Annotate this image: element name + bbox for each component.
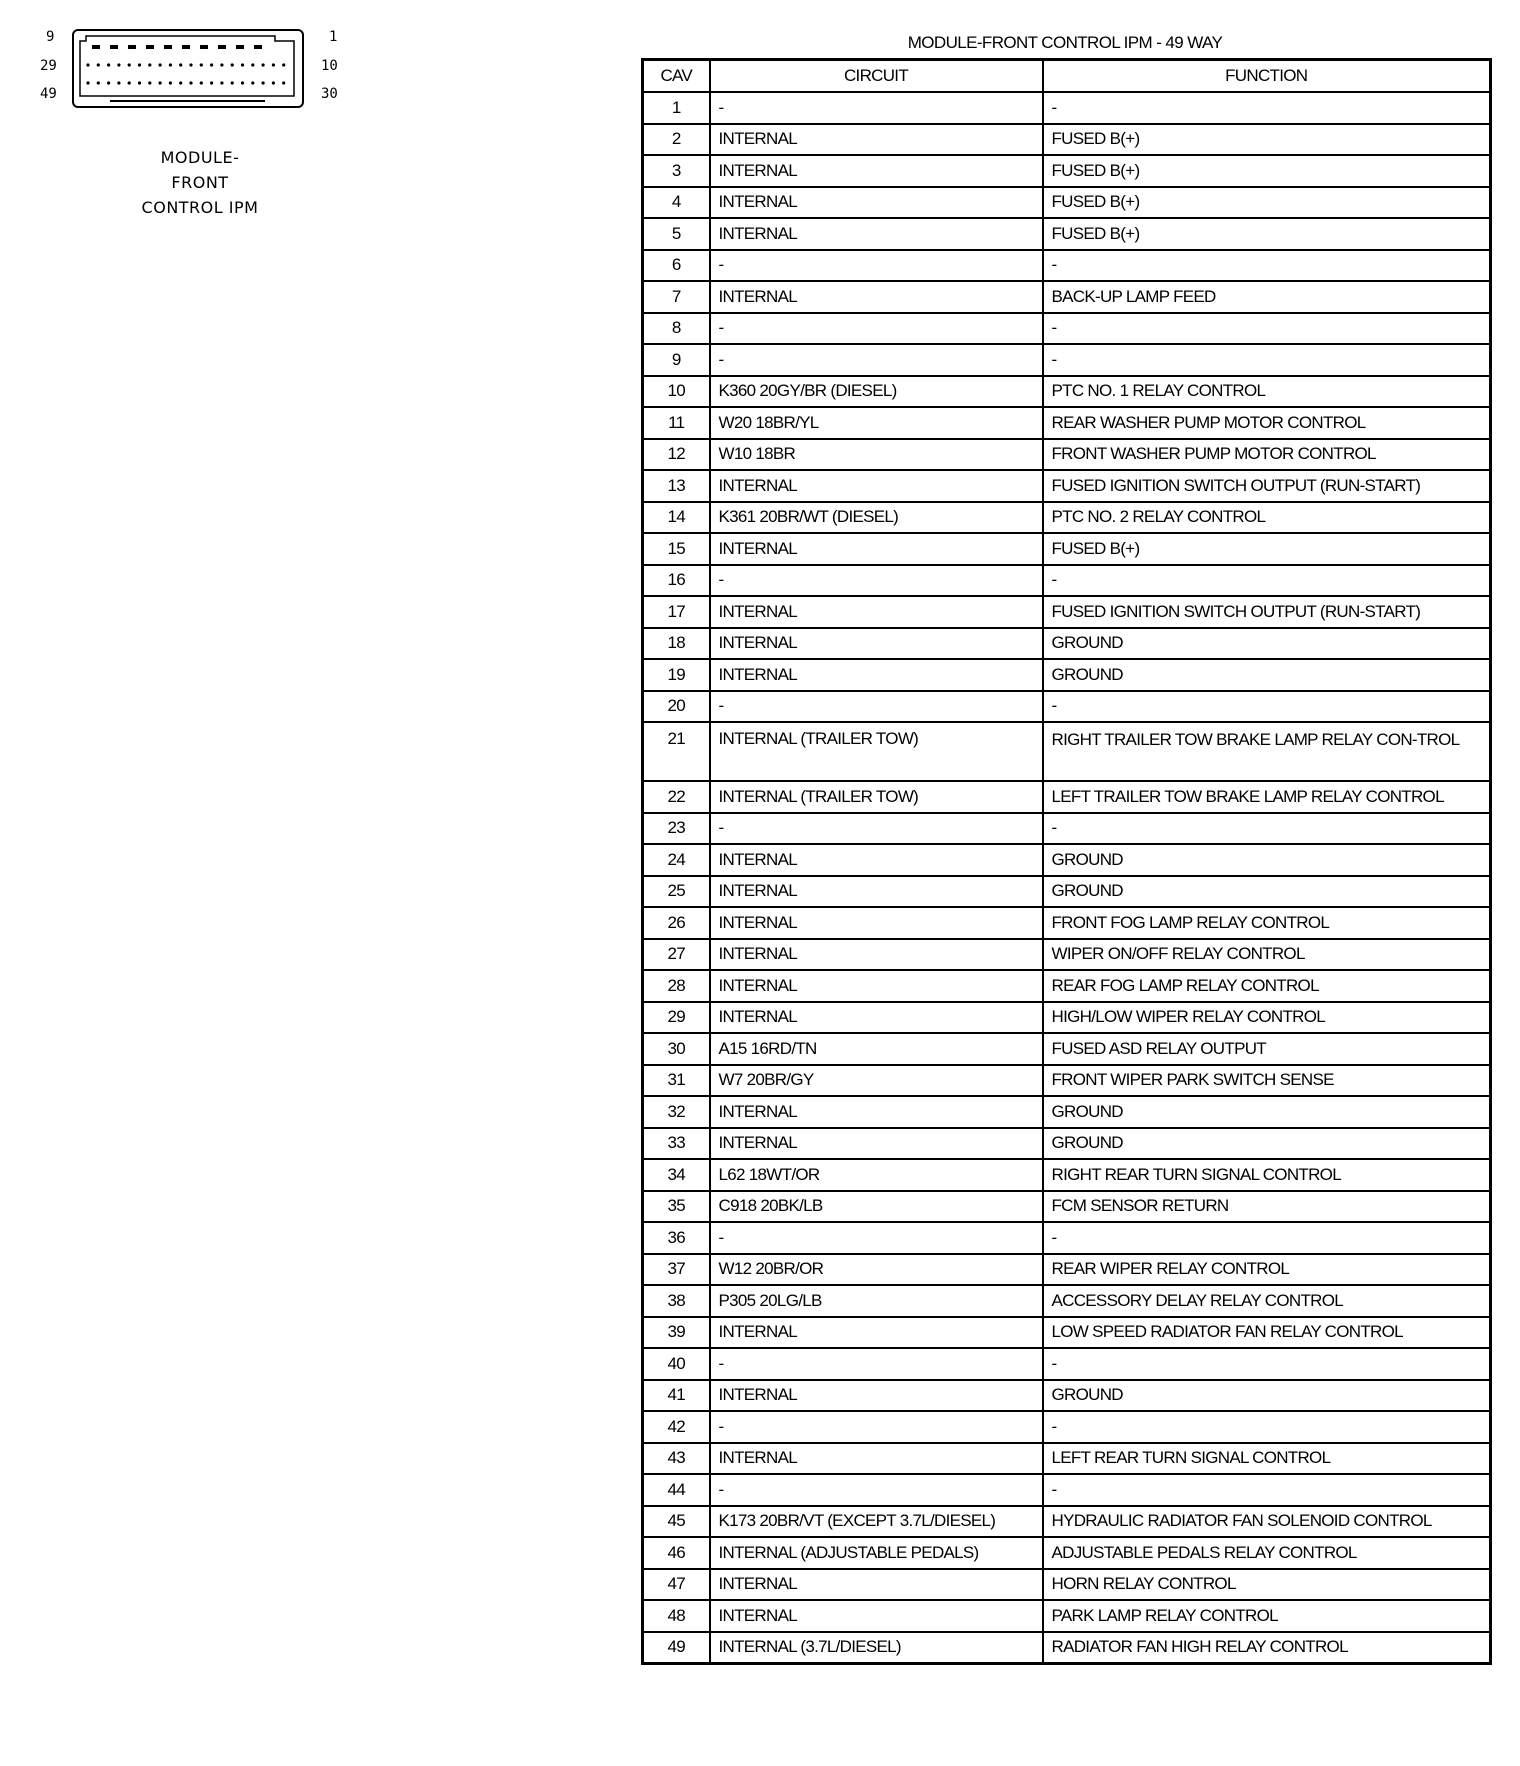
table-row — [643, 1033, 1491, 1065]
cell-function: - — [1043, 1348, 1491, 1380]
table-row — [643, 187, 1491, 219]
cell-function: FUSED B(+) — [1043, 124, 1491, 156]
cell-circuit: INTERNAL — [710, 1096, 1043, 1128]
cell-circuit: INTERNAL — [710, 218, 1043, 250]
cell-circuit: - — [710, 1222, 1043, 1254]
terminal-dot — [148, 81, 151, 84]
terminal-dot — [189, 81, 192, 84]
table-row — [643, 1285, 1491, 1317]
pin-label-9: 9 — [46, 29, 55, 45]
cell-circuit: INTERNAL — [710, 1443, 1043, 1475]
cell-cav: 20 — [643, 691, 710, 723]
cell-cav: 8 — [643, 313, 710, 345]
terminal-dot — [128, 81, 131, 84]
cell-circuit: INTERNAL — [710, 533, 1043, 565]
table-row — [643, 1222, 1491, 1254]
cell-cav: 35 — [643, 1191, 710, 1223]
cell-function: - — [1043, 1474, 1491, 1506]
cell-function: REAR WASHER PUMP MOTOR CONTROL — [1043, 407, 1491, 439]
cell-cav: 10 — [643, 376, 710, 408]
cell-cav: 18 — [643, 628, 710, 660]
cell-cav: 12 — [643, 439, 710, 471]
cell-circuit: - — [710, 1474, 1043, 1506]
table-row — [643, 218, 1491, 250]
cell-circuit: INTERNAL (TRAILER TOW) — [710, 722, 1043, 781]
terminal-dot — [159, 63, 162, 66]
cell-function: ACCESSORY DELAY RELAY CONTROL — [1043, 1285, 1491, 1317]
cell-circuit: W20 18BR/YL — [710, 407, 1043, 439]
cell-function: RIGHT TRAILER TOW BRAKE LAMP RELAY CON-TROL — [1043, 722, 1491, 781]
header-cav: CAV — [643, 60, 710, 93]
cell-cav: 43 — [643, 1443, 710, 1475]
module-name-line-2: FRONT — [171, 173, 229, 192]
terminal-dot — [138, 63, 141, 66]
table-row — [643, 1254, 1491, 1286]
table-row — [643, 565, 1491, 597]
terminal-dot — [262, 63, 265, 66]
table-header-row — [643, 60, 1491, 93]
cell-cav: 28 — [643, 970, 710, 1002]
cell-cav: 47 — [643, 1569, 710, 1601]
cell-function: FUSED B(+) — [1043, 187, 1491, 219]
cell-cav: 38 — [643, 1285, 710, 1317]
cell-cav: 16 — [643, 565, 710, 597]
table-row — [643, 781, 1491, 813]
cell-circuit: INTERNAL — [710, 1380, 1043, 1412]
terminal-dot — [241, 81, 244, 84]
cell-circuit: INTERNAL — [710, 1600, 1043, 1632]
cell-circuit: INTERNAL — [710, 939, 1043, 971]
table-row — [643, 1128, 1491, 1160]
cell-cav: 49 — [643, 1632, 710, 1664]
cell-cav: 32 — [643, 1096, 710, 1128]
terminal-dot — [107, 63, 110, 66]
table-row — [643, 439, 1491, 471]
table-title: MODULE-FRONT CONTROL IPM - 49 WAY — [907, 33, 1223, 52]
cell-cav: 41 — [643, 1380, 710, 1412]
cell-function: PTC NO. 1 RELAY CONTROL — [1043, 376, 1491, 408]
cell-circuit: INTERNAL — [710, 596, 1043, 628]
table-row — [643, 470, 1491, 502]
cell-circuit: - — [710, 1348, 1043, 1380]
cell-cav: 11 — [643, 407, 710, 439]
cell-cav: 40 — [643, 1348, 710, 1380]
table-row — [643, 1191, 1491, 1223]
terminal-dot — [179, 63, 182, 66]
table-row — [643, 722, 1491, 781]
terminal-dot — [282, 63, 285, 66]
cell-cav: 2 — [643, 124, 710, 156]
table-row — [643, 92, 1491, 124]
table-body — [643, 92, 1491, 1664]
module-name-line-3: CONTROL IPM — [141, 198, 259, 217]
cell-circuit: - — [710, 1411, 1043, 1443]
cell-function: - — [1043, 565, 1491, 597]
cell-function: REAR WIPER RELAY CONTROL — [1043, 1254, 1491, 1286]
cell-circuit: INTERNAL (3.7L/DIESEL) — [710, 1632, 1043, 1664]
cell-circuit: INTERNAL — [710, 155, 1043, 187]
table-row — [643, 533, 1491, 565]
cell-function: ADJUSTABLE PEDALS RELAY CONTROL — [1043, 1537, 1491, 1569]
cell-circuit: INTERNAL — [710, 187, 1043, 219]
cell-function: BACK-UP LAMP FEED — [1043, 281, 1491, 313]
cell-circuit: L62 18WT/OR — [710, 1159, 1043, 1191]
cell-circuit: INTERNAL — [710, 844, 1043, 876]
terminal-dot — [272, 81, 275, 84]
table-row — [643, 1443, 1491, 1475]
header-function: FUNCTION — [1043, 60, 1491, 93]
table-row — [643, 1159, 1491, 1191]
table-row — [643, 1380, 1491, 1412]
cell-cav: 42 — [643, 1411, 710, 1443]
table-row — [643, 1411, 1491, 1443]
cell-function: FCM SENSOR RETURN — [1043, 1191, 1491, 1223]
cell-cav: 3 — [643, 155, 710, 187]
cell-circuit: P305 20LG/LB — [710, 1285, 1043, 1317]
table-row — [643, 124, 1491, 156]
terminal-dot — [272, 63, 275, 66]
cell-circuit: K360 20GY/BR (DIESEL) — [710, 376, 1043, 408]
cell-cav: 46 — [643, 1537, 710, 1569]
table-row — [643, 813, 1491, 845]
table-row — [643, 1600, 1491, 1632]
cell-function: FRONT FOG LAMP RELAY CONTROL — [1043, 907, 1491, 939]
cell-cav: 1 — [643, 92, 710, 124]
cell-function: FUSED ASD RELAY OUTPUT — [1043, 1033, 1491, 1065]
cell-circuit: - — [710, 92, 1043, 124]
cell-cav: 15 — [643, 533, 710, 565]
terminal-dot — [107, 81, 110, 84]
terminal-dot — [220, 81, 223, 84]
cell-cav: 30 — [643, 1033, 710, 1065]
pin-label-10: 10 — [321, 58, 338, 74]
cell-function: WIPER ON/OFF RELAY CONTROL — [1043, 939, 1491, 971]
terminal-dot — [241, 63, 244, 66]
cell-cav: 48 — [643, 1600, 710, 1632]
cell-function: - — [1043, 1411, 1491, 1443]
terminal-dot — [179, 81, 182, 84]
cell-function: - — [1043, 691, 1491, 723]
table-row — [643, 691, 1491, 723]
cell-cav: 37 — [643, 1254, 710, 1286]
cell-function: FUSED B(+) — [1043, 533, 1491, 565]
cell-cav: 13 — [643, 470, 710, 502]
cell-circuit: K173 20BR/VT (EXCEPT 3.7L/DIESEL) — [710, 1506, 1043, 1538]
cell-function: GROUND — [1043, 1096, 1491, 1128]
terminal-dot — [117, 81, 120, 84]
cell-cav: 29 — [643, 1002, 710, 1034]
terminal-dot — [220, 63, 223, 66]
table-row — [643, 907, 1491, 939]
terminal-dot — [200, 81, 203, 84]
cell-circuit: INTERNAL — [710, 124, 1043, 156]
cell-cav: 21 — [643, 722, 710, 781]
cell-function: HIGH/LOW WIPER RELAY CONTROL — [1043, 1002, 1491, 1034]
cell-function: FRONT WIPER PARK SWITCH SENSE — [1043, 1065, 1491, 1097]
cell-function: FUSED IGNITION SWITCH OUTPUT (RUN-START) — [1043, 596, 1491, 628]
terminal-dot — [169, 63, 172, 66]
table-row — [643, 1506, 1491, 1538]
cell-function: GROUND — [1043, 628, 1491, 660]
cell-function: PTC NO. 2 RELAY CONTROL — [1043, 502, 1491, 534]
cell-cav: 24 — [643, 844, 710, 876]
cell-circuit: - — [710, 691, 1043, 723]
cell-circuit: A15 16RD/TN — [710, 1033, 1043, 1065]
cell-circuit: - — [710, 313, 1043, 345]
table-row — [643, 1348, 1491, 1380]
terminal-dot — [251, 81, 254, 84]
table-row — [643, 502, 1491, 534]
terminal-dot — [169, 81, 172, 84]
table-row — [643, 407, 1491, 439]
connector-face-drawing — [70, 27, 310, 113]
cell-circuit: INTERNAL — [710, 281, 1043, 313]
connector-figure — [30, 25, 350, 225]
cell-cav: 45 — [643, 1506, 710, 1538]
cell-cav: 7 — [643, 281, 710, 313]
terminal-dot — [200, 63, 203, 66]
cell-function: - — [1043, 1222, 1491, 1254]
cell-cav: 34 — [643, 1159, 710, 1191]
pin-label-29: 29 — [40, 58, 57, 74]
table-row — [643, 313, 1491, 345]
cell-function: FUSED B(+) — [1043, 155, 1491, 187]
cell-circuit: INTERNAL — [710, 1128, 1043, 1160]
cell-circuit: W10 18BR — [710, 439, 1043, 471]
terminal-dot — [128, 63, 131, 66]
cell-function: - — [1043, 313, 1491, 345]
cell-circuit: INTERNAL — [710, 470, 1043, 502]
cell-circuit: INTERNAL (TRAILER TOW) — [710, 781, 1043, 813]
pinout-table — [641, 58, 1492, 1665]
table-row — [643, 1474, 1491, 1506]
cell-function: - — [1043, 813, 1491, 845]
cell-cav: 19 — [643, 659, 710, 691]
cell-cav: 26 — [643, 907, 710, 939]
cell-circuit: - — [710, 565, 1043, 597]
cell-function: HYDRAULIC RADIATOR FAN SOLENOID CONTROL — [1043, 1506, 1491, 1538]
table-row — [643, 596, 1491, 628]
pin-label-30: 30 — [321, 86, 338, 102]
cell-function: LOW SPEED RADIATOR FAN RELAY CONTROL — [1043, 1317, 1491, 1349]
table-row — [643, 376, 1491, 408]
cell-function: FRONT WASHER PUMP MOTOR CONTROL — [1043, 439, 1491, 471]
cell-circuit: W7 20BR/GY — [710, 1065, 1043, 1097]
terminal-dot — [138, 81, 141, 84]
cell-function: FUSED B(+) — [1043, 218, 1491, 250]
terminal-dot — [86, 63, 89, 66]
cell-circuit: INTERNAL — [710, 876, 1043, 908]
pin-label-1: 1 — [329, 29, 338, 45]
cell-cav: 31 — [643, 1065, 710, 1097]
table-row — [643, 844, 1491, 876]
cell-circuit: INTERNAL (ADJUSTABLE PEDALS) — [710, 1537, 1043, 1569]
cell-circuit: INTERNAL — [710, 907, 1043, 939]
cell-function: PARK LAMP RELAY CONTROL — [1043, 1600, 1491, 1632]
pinout-table-section — [641, 30, 1489, 1665]
terminal-dot — [210, 81, 213, 84]
table-row — [643, 250, 1491, 282]
cell-function: RIGHT REAR TURN SIGNAL CONTROL — [1043, 1159, 1491, 1191]
cell-cav: 25 — [643, 876, 710, 908]
cell-function: LEFT REAR TURN SIGNAL CONTROL — [1043, 1443, 1491, 1475]
cell-circuit: K361 20BR/WT (DIESEL) — [710, 502, 1043, 534]
cell-circuit: C918 20BK/LB — [710, 1191, 1043, 1223]
cell-function: HORN RELAY CONTROL — [1043, 1569, 1491, 1601]
terminal-dot — [251, 63, 254, 66]
terminal-dot — [231, 63, 234, 66]
terminal-dot — [97, 63, 100, 66]
cell-circuit: INTERNAL — [710, 659, 1043, 691]
table-row — [643, 876, 1491, 908]
table-row — [643, 1096, 1491, 1128]
table-row — [643, 659, 1491, 691]
cell-circuit: INTERNAL — [710, 1002, 1043, 1034]
cell-function: RADIATOR FAN HIGH RELAY CONTROL — [1043, 1632, 1491, 1664]
cell-circuit: - — [710, 250, 1043, 282]
pin-label-49: 49 — [40, 86, 57, 102]
cell-circuit: INTERNAL — [710, 1317, 1043, 1349]
cell-cav: 23 — [643, 813, 710, 845]
cell-cav: 33 — [643, 1128, 710, 1160]
cell-cav: 14 — [643, 502, 710, 534]
terminal-dot — [97, 81, 100, 84]
terminal-dot — [117, 63, 120, 66]
cell-function: GROUND — [1043, 1128, 1491, 1160]
table-row — [643, 155, 1491, 187]
cell-function: GROUND — [1043, 659, 1491, 691]
cell-circuit: - — [710, 344, 1043, 376]
table-row — [643, 1632, 1491, 1664]
module-name-line-1: MODULE- — [160, 148, 240, 167]
module-name — [130, 145, 270, 220]
terminal-dot — [86, 81, 89, 84]
table-row — [643, 628, 1491, 660]
terminal-dot — [262, 81, 265, 84]
table-row — [643, 1537, 1491, 1569]
cell-cav: 6 — [643, 250, 710, 282]
header-circuit: CIRCUIT — [710, 60, 1043, 93]
cell-function: - — [1043, 250, 1491, 282]
cell-circuit: W12 20BR/OR — [710, 1254, 1043, 1286]
cell-cav: 17 — [643, 596, 710, 628]
terminal-dot — [231, 81, 234, 84]
cell-cav: 39 — [643, 1317, 710, 1349]
cell-cav: 5 — [643, 218, 710, 250]
cell-cav: 9 — [643, 344, 710, 376]
table-row — [643, 1002, 1491, 1034]
terminal-dot — [189, 63, 192, 66]
terminal-dot — [148, 63, 151, 66]
terminal-dot — [159, 81, 162, 84]
cell-cav: 4 — [643, 187, 710, 219]
table-row — [643, 281, 1491, 313]
cell-function: FUSED IGNITION SWITCH OUTPUT (RUN-START) — [1043, 470, 1491, 502]
cell-function: - — [1043, 344, 1491, 376]
cell-function: GROUND — [1043, 844, 1491, 876]
cell-function: GROUND — [1043, 1380, 1491, 1412]
cell-circuit: INTERNAL — [710, 1569, 1043, 1601]
table-row — [643, 970, 1491, 1002]
terminal-dot — [282, 81, 285, 84]
table-row — [643, 1065, 1491, 1097]
cell-cav: 44 — [643, 1474, 710, 1506]
table-row — [643, 939, 1491, 971]
terminal-dot — [210, 63, 213, 66]
cell-cav: 27 — [643, 939, 710, 971]
cell-function: GROUND — [1043, 876, 1491, 908]
table-row — [643, 1569, 1491, 1601]
cell-function: - — [1043, 92, 1491, 124]
table-row — [643, 344, 1491, 376]
cell-cav: 36 — [643, 1222, 710, 1254]
cell-function: REAR FOG LAMP RELAY CONTROL — [1043, 970, 1491, 1002]
cell-cav: 22 — [643, 781, 710, 813]
cell-function: LEFT TRAILER TOW BRAKE LAMP RELAY CONTROL — [1043, 781, 1491, 813]
cell-circuit: INTERNAL — [710, 628, 1043, 660]
cell-circuit: - — [710, 813, 1043, 845]
table-row — [643, 1317, 1491, 1349]
cell-circuit: INTERNAL — [710, 970, 1043, 1002]
